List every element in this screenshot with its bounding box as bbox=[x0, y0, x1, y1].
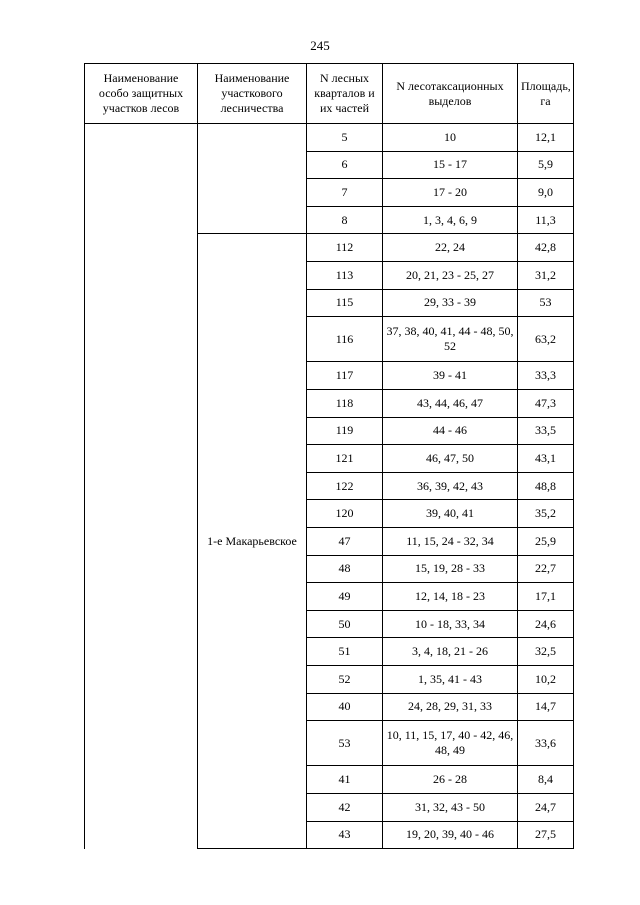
quarter-cell: 115 bbox=[307, 289, 383, 317]
plots-cell: 12, 14, 18 - 23 bbox=[383, 583, 518, 611]
area-cell: 11,3 bbox=[518, 206, 574, 234]
plots-cell: 3, 4, 18, 21 - 26 bbox=[383, 638, 518, 666]
protected-areas-table bbox=[84, 63, 574, 849]
quarter-cell: 5 bbox=[307, 124, 383, 152]
quarter-cell: 7 bbox=[307, 179, 383, 207]
header-area: Площадь, га bbox=[518, 64, 574, 124]
quarter-cell: 42 bbox=[307, 794, 383, 822]
area-cell: 24,6 bbox=[518, 610, 574, 638]
plots-cell: 10 bbox=[383, 124, 518, 152]
plots-cell: 1, 3, 4, 6, 9 bbox=[383, 206, 518, 234]
table-row bbox=[85, 124, 574, 152]
quarter-cell: 113 bbox=[307, 261, 383, 289]
area-cell: 9,0 bbox=[518, 179, 574, 207]
quarter-cell: 119 bbox=[307, 417, 383, 445]
area-cell: 47,3 bbox=[518, 390, 574, 418]
plots-cell: 1, 35, 41 - 43 bbox=[383, 665, 518, 693]
quarter-cell: 51 bbox=[307, 638, 383, 666]
quarter-cell: 49 bbox=[307, 583, 383, 611]
plots-cell: 43, 44, 46, 47 bbox=[383, 390, 518, 418]
quarter-cell: 40 bbox=[307, 693, 383, 721]
area-cell: 43,1 bbox=[518, 445, 574, 473]
plots-cell: 20, 21, 23 - 25, 27 bbox=[383, 261, 518, 289]
page-number: 245 bbox=[310, 38, 330, 53]
quarter-cell: 116 bbox=[307, 317, 383, 362]
plots-cell: 39 - 41 bbox=[383, 362, 518, 390]
plots-cell: 44 - 46 bbox=[383, 417, 518, 445]
plots-cell: 39, 40, 41 bbox=[383, 500, 518, 528]
plots-cell: 31, 32, 43 - 50 bbox=[383, 794, 518, 822]
area-cell: 33,6 bbox=[518, 721, 574, 766]
area-cell: 31,2 bbox=[518, 261, 574, 289]
quarter-cell: 47 bbox=[307, 528, 383, 556]
plots-cell: 15, 19, 28 - 33 bbox=[383, 555, 518, 583]
area-cell: 27,5 bbox=[518, 821, 574, 849]
area-cell: 8,4 bbox=[518, 766, 574, 794]
plots-cell: 19, 20, 39, 40 - 46 bbox=[383, 821, 518, 849]
quarter-cell: 117 bbox=[307, 362, 383, 390]
area-cell: 33,5 bbox=[518, 417, 574, 445]
plots-cell: 15 - 17 bbox=[383, 151, 518, 179]
area-cell: 53 bbox=[518, 289, 574, 317]
quarter-cell: 118 bbox=[307, 390, 383, 418]
quarter-cell: 41 bbox=[307, 766, 383, 794]
quarter-cell: 8 bbox=[307, 206, 383, 234]
plots-cell: 10 - 18, 33, 34 bbox=[383, 610, 518, 638]
header-protected-area: Наименование особо защитных участков лесов bbox=[85, 64, 198, 124]
area-cell: 17,1 bbox=[518, 583, 574, 611]
quarter-cell: 52 bbox=[307, 665, 383, 693]
plots-cell: 17 - 20 bbox=[383, 179, 518, 207]
area-cell: 63,2 bbox=[518, 317, 574, 362]
plots-cell: 29, 33 - 39 bbox=[383, 289, 518, 317]
area-cell: 42,8 bbox=[518, 234, 574, 262]
quarter-cell: 6 bbox=[307, 151, 383, 179]
table-body bbox=[85, 124, 574, 849]
area-cell: 5,9 bbox=[518, 151, 574, 179]
quarter-cell: 48 bbox=[307, 555, 383, 583]
plots-cell: 10, 11, 15, 17, 40 - 42, 46, 48, 49 bbox=[383, 721, 518, 766]
quarter-cell: 122 bbox=[307, 472, 383, 500]
header-quarters: N лесных кварталов и их частей bbox=[307, 64, 383, 124]
area-cell: 12,1 bbox=[518, 124, 574, 152]
quarter-cell: 121 bbox=[307, 445, 383, 473]
protected-area-cell bbox=[85, 124, 198, 849]
area-cell: 25,9 bbox=[518, 528, 574, 556]
header-plots: N лесотаксационных выделов bbox=[383, 64, 518, 124]
area-cell: 33,3 bbox=[518, 362, 574, 390]
header-forestry: Наименование участкового лесничества bbox=[198, 64, 307, 124]
area-cell: 48,8 bbox=[518, 472, 574, 500]
forestry-cell bbox=[198, 124, 307, 234]
plots-cell: 11, 15, 24 - 32, 34 bbox=[383, 528, 518, 556]
area-cell: 22,7 bbox=[518, 555, 574, 583]
area-cell: 14,7 bbox=[518, 693, 574, 721]
plots-cell: 24, 28, 29, 31, 33 bbox=[383, 693, 518, 721]
plots-cell: 46, 47, 50 bbox=[383, 445, 518, 473]
area-cell: 24,7 bbox=[518, 794, 574, 822]
plots-cell: 36, 39, 42, 43 bbox=[383, 472, 518, 500]
quarter-cell: 120 bbox=[307, 500, 383, 528]
quarter-cell: 50 bbox=[307, 610, 383, 638]
plots-cell: 26 - 28 bbox=[383, 766, 518, 794]
quarter-cell: 112 bbox=[307, 234, 383, 262]
area-cell: 35,2 bbox=[518, 500, 574, 528]
quarter-cell: 43 bbox=[307, 821, 383, 849]
area-cell: 32,5 bbox=[518, 638, 574, 666]
forestry-cell: 1-е Макарьевское bbox=[198, 234, 307, 849]
plots-cell: 37, 38, 40, 41, 44 - 48, 50, 52 bbox=[383, 317, 518, 362]
plots-cell: 22, 24 bbox=[383, 234, 518, 262]
quarter-cell: 53 bbox=[307, 721, 383, 766]
area-cell: 10,2 bbox=[518, 665, 574, 693]
table-header-row bbox=[85, 64, 574, 124]
